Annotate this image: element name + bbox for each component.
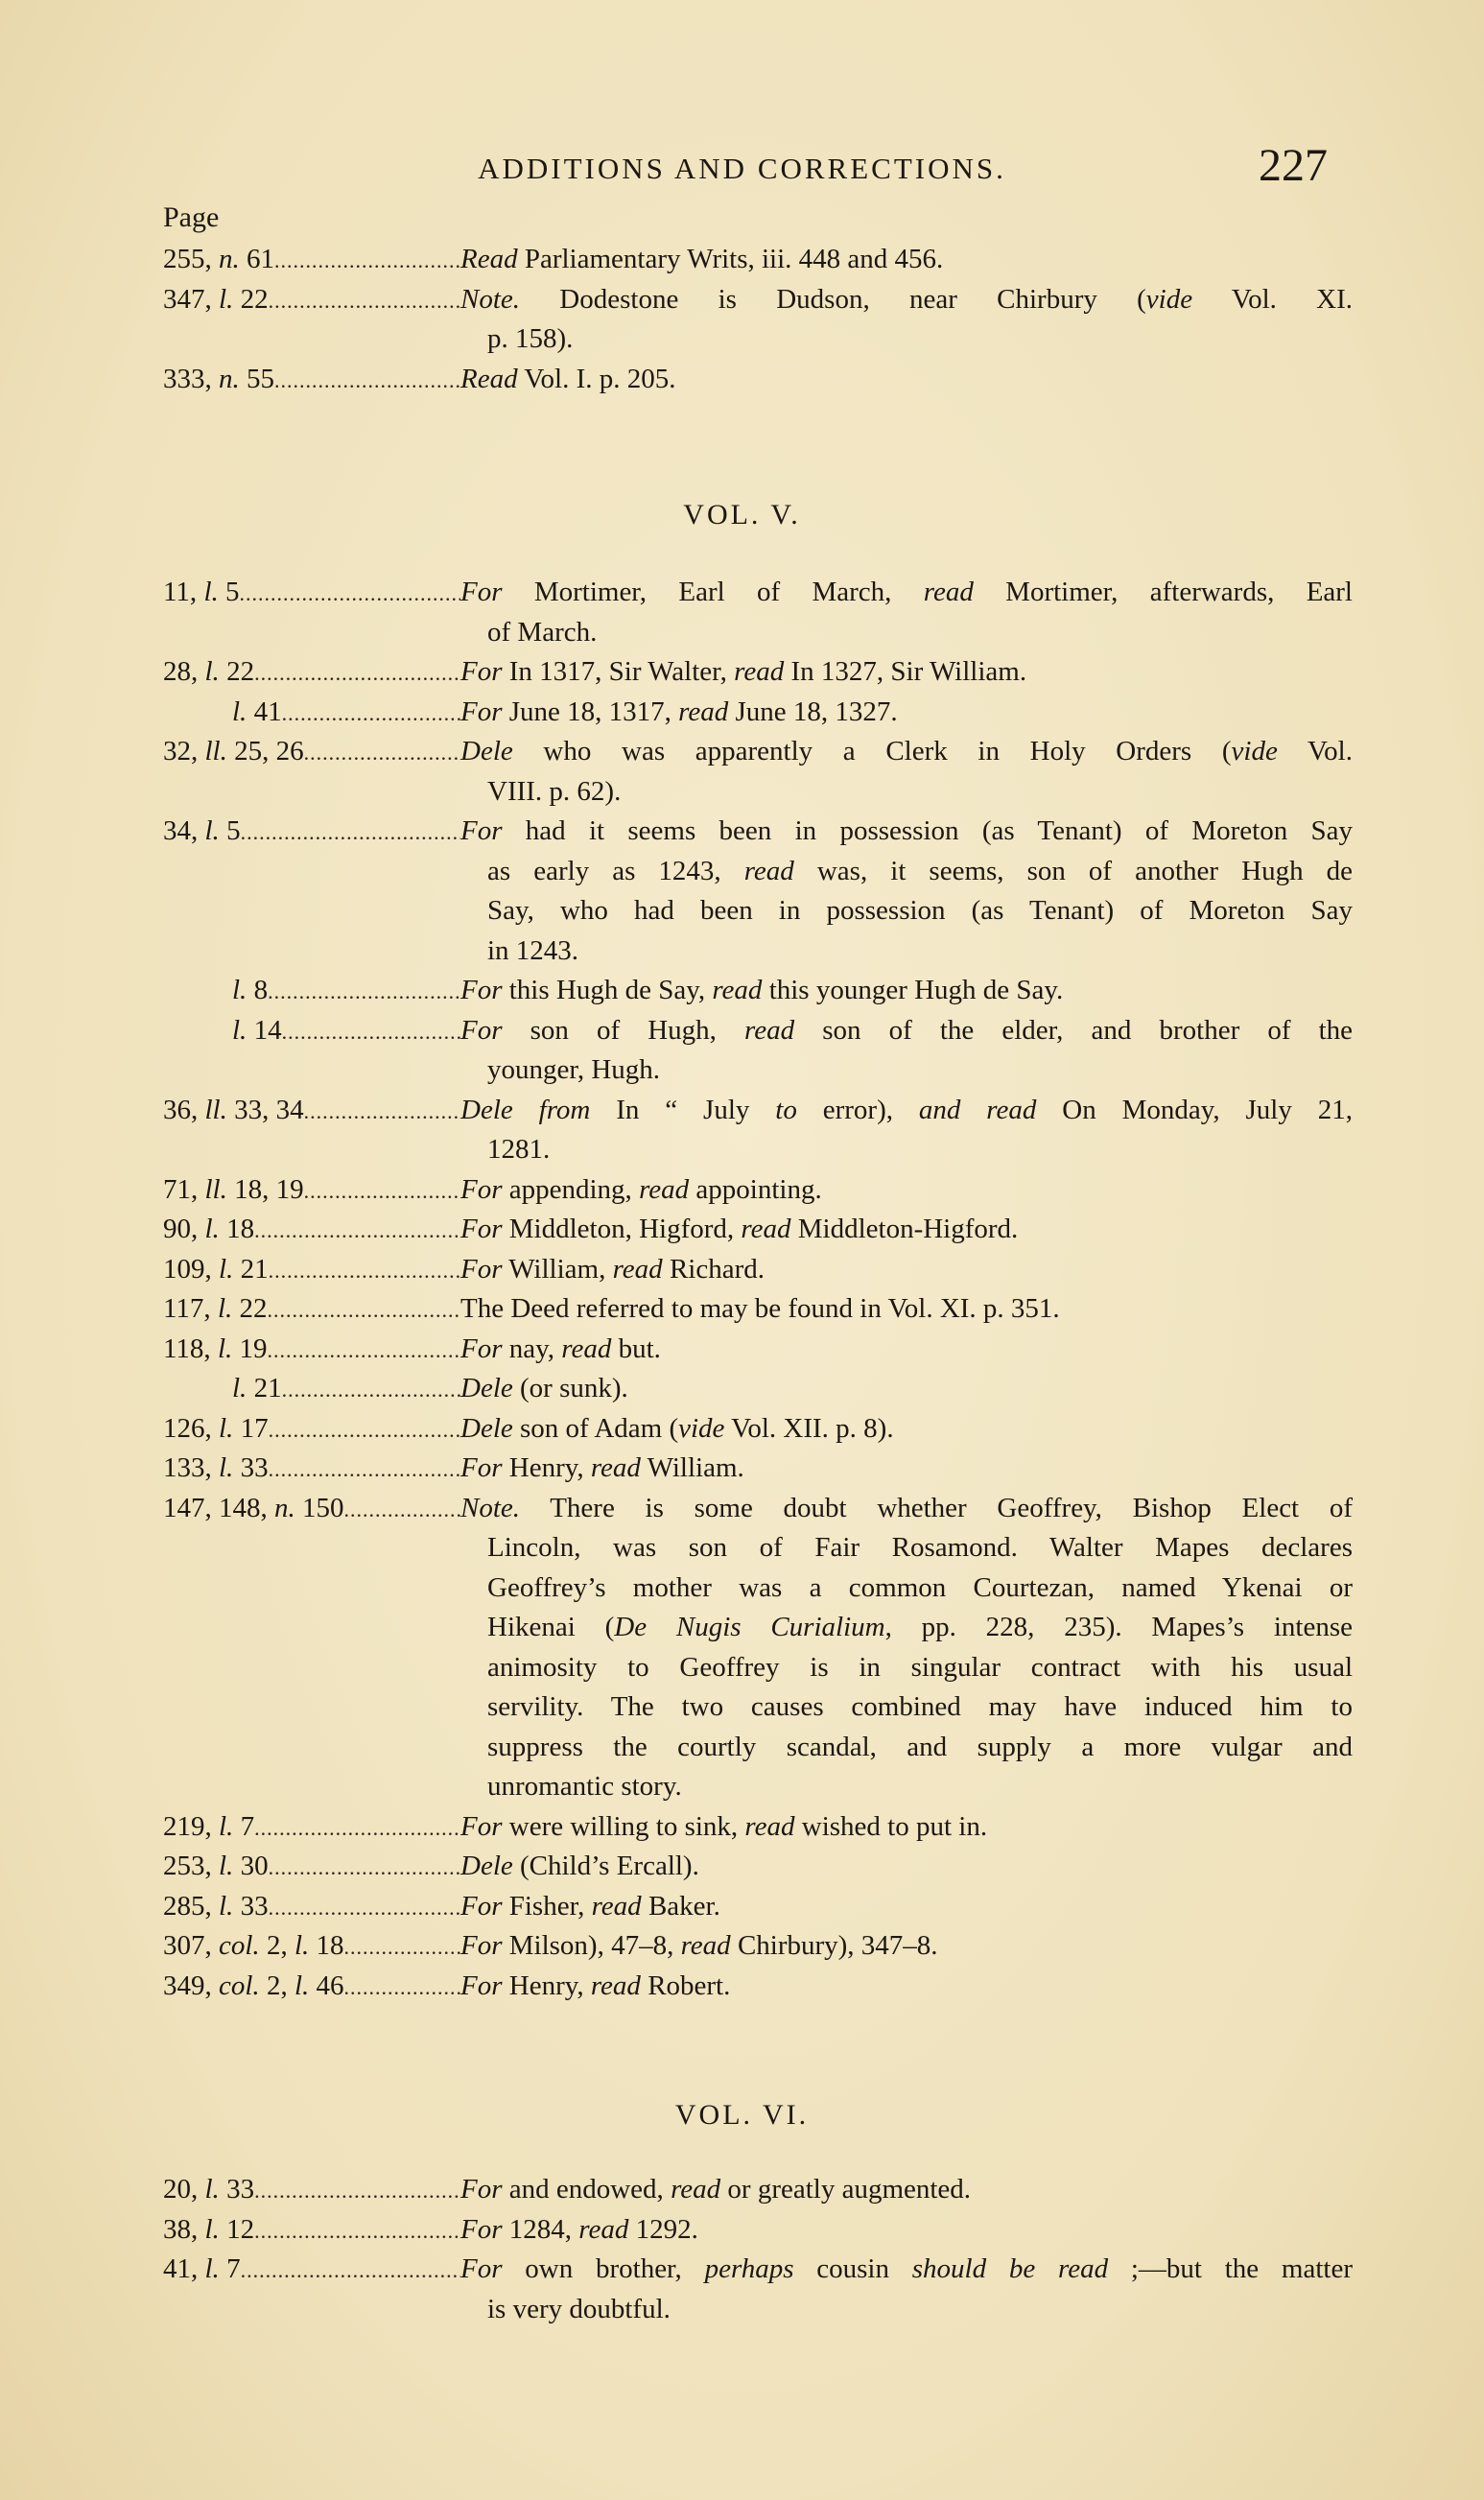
correction-text	[460, 1210, 1353, 1250]
correction-text	[460, 1489, 1353, 1807]
reference-cell	[163, 1091, 460, 1132]
section-heading-vol-v: VOL. V.	[683, 499, 801, 531]
reference-cell	[163, 1489, 460, 1530]
leader-dots	[282, 1370, 460, 1410]
page-line-reference: 255, n. 61	[163, 244, 274, 274]
correction-line: Note. There is some doubt whether Geoffrey, Bishop Elect of	[460, 1492, 1353, 1523]
correction-line: For Henry, read William.	[460, 1452, 744, 1483]
reference-cell	[163, 240, 460, 281]
correction-line: in 1243.	[487, 934, 579, 966]
page-line-reference: 133, l. 33	[163, 1452, 269, 1483]
page-line-reference: l. 41	[232, 696, 282, 727]
correction-entry	[163, 1330, 1353, 1371]
correction-line: servility. The two causes combined may have induced him to	[487, 1691, 1353, 1722]
correction-line: Read Parliamentary Writs, iii. 448 and 456.	[460, 244, 944, 274]
leader-dots	[254, 1211, 460, 1251]
correction-text	[460, 1967, 1353, 2007]
leader-dots	[269, 1888, 460, 1928]
leader-dots	[344, 1968, 461, 2008]
reference-cell	[163, 360, 460, 401]
reference-cell	[163, 1250, 460, 1291]
reference-cell	[163, 1449, 460, 1490]
correction-line: For Mortimer, Earl of March, read Mortimer, afterwards, Earl	[460, 577, 1353, 607]
correction-line: Dele who was apparently a Clerk in Holy Orders (vide Vol.	[460, 736, 1353, 767]
reference-cell	[163, 693, 460, 734]
correction-text	[460, 693, 1353, 733]
correction-entry	[163, 693, 1353, 734]
page-line-reference: 34, l. 5	[163, 815, 241, 846]
leader-dots	[254, 653, 460, 694]
correction-text	[460, 2170, 1353, 2210]
correction-text	[460, 2210, 1353, 2251]
leader-dots	[304, 1171, 460, 1212]
correction-line: For son of Hugh, read son of the elder, and brother of the	[460, 1014, 1354, 1046]
correction-text	[460, 1807, 1353, 1848]
page-line-reference: 118, l. 19	[163, 1333, 268, 1364]
leader-dots	[254, 1808, 460, 1849]
correction-entry	[163, 573, 1353, 652]
correction-entry	[163, 1369, 1353, 1410]
correction-entry	[163, 280, 1353, 360]
page-line-reference: 28, l. 22	[163, 656, 255, 687]
reference-cell	[163, 1011, 460, 1052]
correction-entry	[163, 2210, 1353, 2252]
page-line-reference: 333, n. 55	[163, 363, 274, 394]
correction-entry	[163, 1289, 1353, 1331]
correction-line: Geoffrey’s mother was a common Courtezan, named Ykenai or	[487, 1571, 1353, 1603]
header-title: ADDITIONS AND CORRECTIONS.	[478, 152, 1006, 185]
correction-line: is very doubtful.	[487, 2293, 671, 2324]
correction-text	[460, 971, 1353, 1011]
correction-text	[460, 1170, 1353, 1211]
correction-entry	[163, 1091, 1353, 1170]
leader-dots	[304, 733, 460, 773]
reference-cell	[163, 2250, 460, 2291]
page-line-reference: l. 21	[232, 1373, 282, 1403]
leader-dots	[274, 241, 460, 281]
leader-dots	[268, 1290, 461, 1331]
leader-dots	[254, 2171, 460, 2211]
page-line-reference: 20, l. 33	[163, 2174, 255, 2205]
leader-dots	[269, 1251, 460, 1291]
correction-line: For In 1317, Sir Walter, read In 1327, Sir William.	[460, 656, 1027, 687]
correction-entry	[163, 1847, 1353, 1888]
correction-line: For June 18, 1317, read June 18, 1327.	[460, 696, 898, 727]
correction-text	[460, 1330, 1353, 1370]
leader-dots	[282, 1012, 460, 1052]
correction-line: Hikenai (De Nugis Curialium, pp. 228, 235). Mapes’s intense	[487, 1612, 1353, 1642]
leader-dots	[269, 1450, 460, 1490]
reference-cell	[163, 732, 460, 773]
correction-line: Say, who had been in possession (as Tenant) of Moreton Say	[487, 895, 1353, 926]
correction-line: Note. Dodestone is Dudson, near Chirbury (vide Vol. XI.	[460, 283, 1353, 315]
correction-text	[460, 1011, 1353, 1091]
leader-dots	[268, 972, 460, 1012]
leader-dots	[344, 1927, 461, 1968]
correction-text	[460, 1250, 1353, 1290]
correction-line: The Deed referred to may be found in Vol. XI. p. 351.	[460, 1293, 1060, 1324]
correction-entry	[163, 1489, 1353, 1807]
page-line-reference: 11, l. 5	[163, 577, 240, 607]
correction-line: For nay, read but.	[460, 1333, 661, 1364]
correction-text	[460, 1887, 1353, 1927]
page-line-reference: 71, ll. 18, 19	[163, 1173, 304, 1205]
correction-line: For Henry, read Robert.	[460, 1969, 731, 2001]
reference-cell	[163, 2210, 460, 2252]
page-line-reference: 117, l. 22	[163, 1293, 268, 1324]
correction-line: of March.	[487, 616, 598, 648]
correction-entry	[163, 1250, 1353, 1291]
page-line-reference: 307, col. 2, l. 18	[163, 1930, 344, 1961]
correction-line: For Middleton, Higford, read Middleton-Higford.	[460, 1214, 1019, 1244]
correction-line: Dele (or sunk).	[460, 1373, 628, 1403]
correction-line: Dele son of Adam (vide Vol. XII. p. 8).	[460, 1412, 894, 1444]
reference-cell	[163, 971, 460, 1012]
page-line-reference: l. 8	[232, 975, 269, 1005]
correction-line: unromantic story.	[487, 1771, 682, 1802]
correction-line: as early as 1243, read was, it seems, son of another Hugh de	[487, 855, 1353, 886]
correction-text	[460, 360, 1353, 400]
correction-entry	[163, 1210, 1353, 1251]
correction-line: Dele from In “ July to error), and read On Monday, July 21,	[460, 1094, 1353, 1125]
leader-dots	[240, 574, 461, 614]
leader-dots	[344, 1490, 461, 1530]
correction-text	[460, 1926, 1353, 1967]
reference-cell	[163, 1807, 460, 1849]
correction-text	[460, 1409, 1353, 1450]
correction-text	[460, 812, 1353, 971]
page-line-reference: 285, l. 33	[163, 1890, 269, 1922]
correction-entry	[163, 652, 1353, 694]
reference-cell	[163, 1210, 460, 1251]
correction-entry	[163, 1926, 1353, 1968]
reference-cell	[163, 1289, 460, 1331]
correction-text	[460, 652, 1353, 693]
leader-dots	[269, 281, 460, 321]
page-column-label: Page	[163, 201, 220, 233]
leader-dots	[254, 2211, 460, 2252]
reference-cell	[163, 812, 460, 853]
correction-text	[460, 2250, 1353, 2329]
correction-text	[460, 1847, 1353, 1887]
correction-entry	[163, 1887, 1353, 1928]
reference-cell	[163, 1847, 460, 1888]
leader-dots	[268, 1331, 461, 1371]
correction-text	[460, 573, 1353, 652]
reference-cell	[163, 1967, 460, 2008]
page-line-reference: 41, l. 7	[163, 2253, 241, 2284]
page-line-reference: 349, col. 2, l. 46	[163, 1969, 344, 2001]
correction-line: For Milson), 47–8, read Chirbury), 347–8.	[460, 1930, 938, 1961]
correction-entry	[163, 1807, 1353, 1849]
reference-cell	[163, 1330, 460, 1371]
correction-text	[460, 1289, 1353, 1330]
correction-line: Dele (Child’s Ercall).	[460, 1851, 699, 1881]
correction-entry	[163, 732, 1353, 812]
correction-line: younger, Hugh.	[487, 1054, 661, 1085]
page-line-reference: 38, l. 12	[163, 2213, 255, 2245]
page-line-reference: 347, l. 22	[163, 283, 269, 315]
correction-entry	[163, 360, 1353, 401]
page-line-reference: 90, l. 18	[163, 1214, 255, 1244]
page-line-reference: l. 14	[232, 1014, 282, 1046]
correction-entry	[163, 1170, 1353, 1212]
correction-entry	[163, 1409, 1353, 1450]
section-heading-vol-vi: VOL. VI.	[674, 2099, 810, 2131]
correction-text	[460, 280, 1353, 360]
reference-cell	[163, 1170, 460, 1212]
correction-line: For this Hugh de Say, read this younger Hugh de Say.	[460, 975, 1064, 1005]
correction-line: For and endowed, read or greatly augmented.	[460, 2174, 972, 2205]
page-number: 227	[1259, 140, 1328, 191]
leader-dots	[241, 813, 460, 853]
correction-line: Read Vol. I. p. 205.	[460, 363, 676, 394]
correction-entry	[163, 2250, 1353, 2329]
correction-line: animosity to Geoffrey is in singular contract with his usual	[487, 1651, 1353, 1683]
correction-line: For were willing to sink, read wished to put in.	[460, 1810, 988, 1842]
correction-text	[460, 1091, 1353, 1170]
leader-dots	[304, 1092, 460, 1132]
page-line-reference: 109, l. 21	[163, 1253, 269, 1285]
correction-entry	[163, 1449, 1353, 1490]
page-line-reference: 147, 148, n. 150	[163, 1492, 344, 1523]
page-line-reference: 32, ll. 25, 26	[163, 736, 304, 767]
correction-entry	[163, 971, 1353, 1012]
correction-line: For Fisher, read Baker.	[460, 1890, 720, 1922]
leader-dots	[241, 2251, 460, 2291]
correction-entry	[163, 812, 1353, 971]
correction-entry	[163, 1011, 1353, 1091]
page-line-reference: 219, l. 7	[163, 1810, 255, 1842]
leader-dots	[274, 361, 460, 401]
page-line-reference: 253, l. 30	[163, 1851, 269, 1881]
reference-cell	[163, 1369, 460, 1410]
reference-cell	[163, 1409, 460, 1450]
correction-entry	[163, 240, 1353, 281]
correction-text	[460, 732, 1353, 812]
correction-line: 1281.	[487, 1134, 551, 1165]
correction-line: For appending, read appointing.	[460, 1173, 822, 1205]
leader-dots	[269, 1410, 460, 1450]
reference-cell	[163, 1926, 460, 1968]
correction-line: For 1284, read 1292.	[460, 2213, 698, 2245]
correction-line: For own brother, perhaps cousin should be read ;—but the matter	[460, 2253, 1353, 2284]
correction-entry	[163, 2170, 1353, 2211]
page-line-reference: 36, ll. 33, 34	[163, 1094, 304, 1125]
correction-line: p. 158).	[487, 323, 574, 354]
leader-dots	[269, 1848, 460, 1888]
correction-line: For had it seems been in possession (as Tenant) of Moreton Say	[460, 815, 1353, 846]
reference-cell	[163, 1887, 460, 1928]
correction-entry	[163, 1967, 1353, 2008]
reference-cell	[163, 2170, 460, 2211]
correction-text	[460, 240, 1353, 280]
leader-dots	[282, 694, 460, 734]
correction-text	[460, 1449, 1353, 1489]
reference-cell	[163, 280, 460, 321]
correction-line: VIII. p. 62).	[487, 775, 622, 807]
correction-line: For William, read Richard.	[460, 1253, 765, 1285]
reference-cell	[163, 652, 460, 694]
page-line-reference: 126, l. 17	[163, 1412, 269, 1444]
correction-text	[460, 1369, 1353, 1409]
correction-line: Lincoln, was son of Fair Rosamond. Walter Mapes declares	[487, 1532, 1353, 1563]
reference-cell	[163, 573, 460, 614]
correction-line: suppress the courtly scandal, and supply a more vulgar and	[487, 1731, 1353, 1762]
